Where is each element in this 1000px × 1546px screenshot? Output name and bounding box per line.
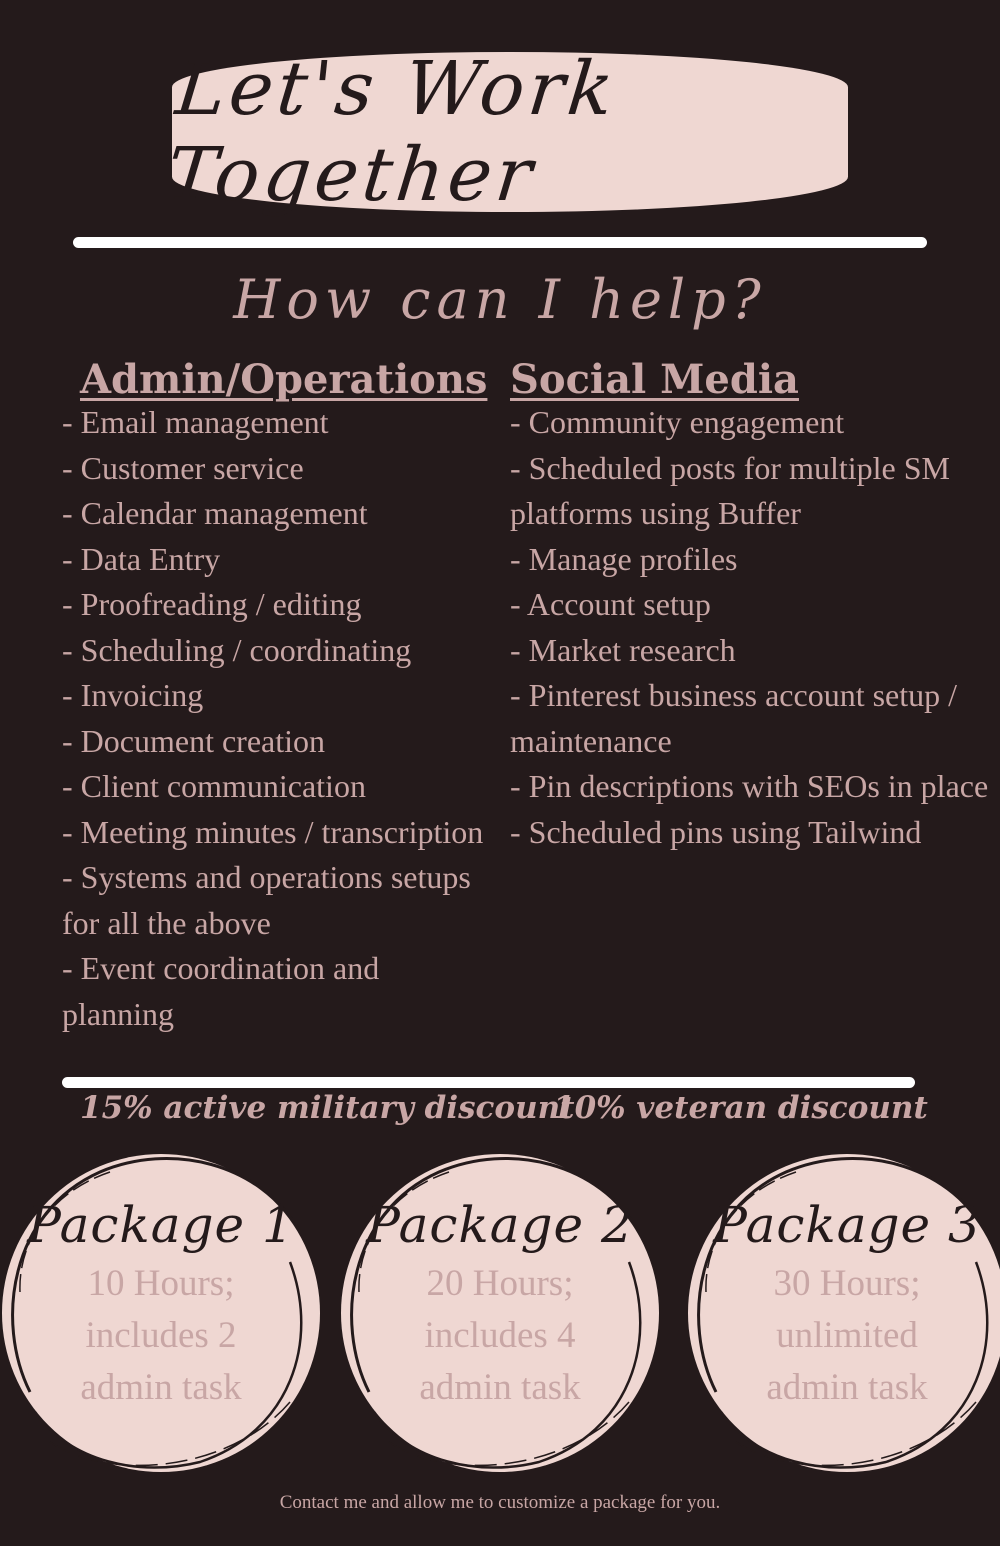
package-description [688, 1258, 1000, 1414]
list-item: - Scheduling / coordinating [62, 631, 412, 668]
social-services-list [510, 400, 990, 855]
package-line: admin task [766, 1367, 928, 1408]
package-title: Package 2 [366, 1196, 634, 1254]
package-title: Package 3 [713, 1196, 981, 1254]
list-item: - Event coordination and planning [62, 950, 380, 1032]
package-line: 20 Hours; [426, 1263, 574, 1304]
package-line: admin task [419, 1367, 581, 1408]
list-item: - Client communication [62, 768, 366, 804]
package-description [341, 1258, 659, 1414]
middle-divider [62, 1077, 915, 1088]
list-item: - Account setup [510, 586, 711, 622]
package-line: 30 Hours; [773, 1263, 921, 1304]
list-item: - Data Entry [62, 540, 221, 577]
top-divider [73, 237, 927, 248]
list-item: - Scheduled pins using Tailwind [510, 813, 922, 850]
list-item: - Market research [510, 631, 736, 668]
package-line: unlimited [776, 1315, 918, 1356]
list-item: - Community engagement [510, 404, 845, 440]
page-title: Let's Work Together [162, 46, 622, 218]
list-item: - Invoicing [62, 677, 204, 713]
social-heading: Social Media [510, 356, 799, 403]
package-line: includes 2 [85, 1315, 237, 1356]
list-item: - Proofreading / editing [62, 586, 362, 622]
package-3-card [688, 1154, 1000, 1472]
list-item: - Meeting minutes / transcription [62, 813, 484, 850]
page-subtitle: How can I help? [233, 268, 767, 331]
admin-services-list [62, 400, 492, 1037]
list-item: - Pin descriptions with SEOs in place [510, 768, 989, 804]
package-2-card [341, 1154, 659, 1472]
package-description [2, 1258, 320, 1414]
package-line: admin task [80, 1367, 242, 1408]
package-line: includes 4 [424, 1315, 576, 1356]
list-item: - Pinterest business account setup / maintenance [510, 677, 958, 759]
list-item: - Scheduled posts for multiple SM platforms using Buffer [510, 449, 950, 531]
veteran-discount: 10% veteran discount [553, 1090, 928, 1126]
list-item: - Manage profiles [510, 540, 738, 577]
package-title: Package 1 [27, 1196, 295, 1254]
list-item: - Customer service [62, 449, 304, 486]
list-item: - Calendar management [62, 495, 368, 531]
list-item: - Systems and operations setups for all the above [62, 859, 471, 941]
admin-heading: Admin/Operations [80, 356, 488, 403]
package-line: 10 Hours; [87, 1263, 235, 1304]
package-1-card [2, 1154, 320, 1472]
footer-contact-text: Contact me and allow me to customize a package for you. [279, 1492, 721, 1513]
list-item: - Email management [62, 404, 329, 440]
military-discount: 15% active military discount [80, 1090, 575, 1126]
list-item: - Document creation [62, 722, 325, 759]
